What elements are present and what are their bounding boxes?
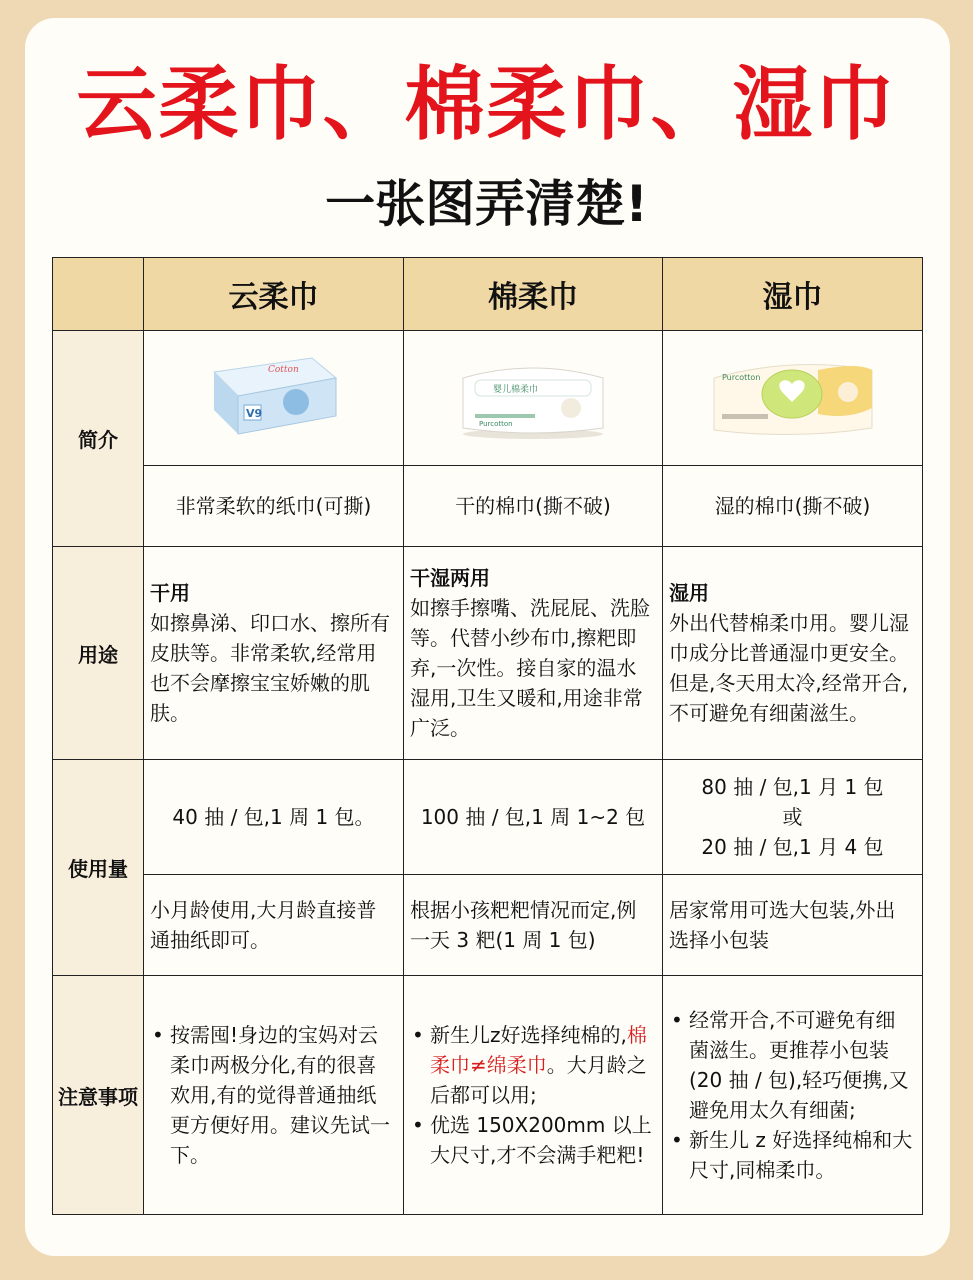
svg-text:婴儿棉柔巾: 婴儿棉柔巾 [493,385,539,395]
table-row-amount-note [53,875,923,976]
usage-mianrou-text: 如擦手擦嘴、洗屁屁、洗脸等。代替小纱布巾,擦粑即弃,一次性。接自家的温水湿用,卫生又暖和,用途非常广泛。 [410,596,650,740]
comparison-table [52,257,923,1215]
column-header-yunrou: 云柔巾 [144,258,404,331]
amount-mianrou: 100 抽 / 包,1 周 1~2 包 [404,760,663,875]
amount-shijin-or: 或 [782,805,803,829]
note-mianrou-1-part-b: 。大月龄之后都可以用; [430,1053,647,1107]
table-row-notes [53,976,923,1215]
mianrou-pack-image [453,350,613,442]
usage-shijin-head: 湿用 [669,581,709,605]
amount-shijin-option-1: 80 抽 / 包,1 月 1 包 [701,775,884,799]
note-mianrou-1-part-a: 新生儿z好选择纯棉的, [430,1023,627,1047]
table-row-usage [53,547,923,760]
usage-shijin-text: 外出代替棉柔巾用。婴儿湿巾成分比普通湿巾更安全。但是,冬天用太冷,经常开合,不可避免有细菌滋生。 [669,611,909,725]
row-label-amount: 使用量 [53,760,144,976]
table-row-intro-text [53,466,923,547]
amount-yunrou: 40 抽 / 包,1 周 1 包。 [144,760,404,875]
notes-yunrou [144,976,404,1215]
note-mianrou-2: • 优选 150X200mm 以上大尺寸,才不会满手粑粑! [430,1110,654,1170]
svg-text:V9: V9 [245,407,262,420]
notes-shijin [663,976,923,1215]
usage-mianrou [404,547,663,760]
row-label-intro: 简介 [53,331,144,547]
notes-mianrou [404,976,663,1215]
intro-yunrou: 非常柔软的纸巾(可撕) [144,466,404,547]
product-image-mianrou [404,331,663,466]
amount-note-yunrou-text: 小月龄使用,大月龄直接普通抽纸即可。 [150,898,377,952]
svg-text:Purcotton: Purcotton [479,420,513,428]
usage-yunrou-text: 如擦鼻涕、印口水、擦所有皮肤等。非常柔软,经常用也不会摩擦宝宝娇嫩的肌肤。 [150,611,390,725]
usage-mianrou-head: 干湿两用 [410,566,490,590]
product-image-yunrou [144,331,404,466]
svg-text:Purcotton: Purcotton [721,373,760,382]
note-mianrou-1 [430,1020,654,1110]
amount-shijin [663,760,923,875]
note-shijin-1: • 经常开合,不可避免有细菌滋生。更推荐小包装(20 抽 / 包),轻巧便携,又避免用太久有细菌; [689,1005,914,1125]
amount-note-yunrou [144,875,404,976]
amount-note-mianrou-text: 根据小孩粑粑情况而定,例一天 3 粑(1 周 1 包) [410,898,637,952]
amount-note-shijin [663,875,923,976]
page-title: 云柔巾、棉柔巾、湿巾 [76,58,897,151]
note-yunrou-1: • 按需囤!身边的宝妈对云柔巾两极分化,有的很喜欢用,有的觉得普通抽纸更方便好用。建议先试一下。 [170,1020,395,1170]
usage-yunrou [144,547,404,760]
usage-yunrou-head: 干用 [150,581,190,605]
amount-note-mianrou [404,875,663,976]
shijin-pack-image [708,348,878,444]
intro-shijin: 湿的棉巾(撕不破) [663,466,923,547]
amount-note-shijin-text: 居家常用可选大包装,外出选择小包装 [669,898,896,952]
column-header-shijin: 湿巾 [663,258,923,331]
note-mianrou-1-highlight: 棉柔巾≠绵柔巾 [430,1023,647,1077]
table-header-row [53,258,923,331]
table-row-intro-images [53,331,923,466]
amount-shijin-option-2: 20 抽 / 包,1 月 4 包 [701,835,884,859]
product-image-shijin [663,331,923,466]
page-subtitle: 一张图弄清楚! [325,175,648,233]
yunrou-box-image [204,350,344,442]
note-shijin-2: • 新生儿 z 好选择纯棉和大尺寸,同棉柔巾。 [689,1125,914,1185]
table-row-amount [53,760,923,875]
column-header-mianrou: 棉柔巾 [404,258,663,331]
row-label-notes: 注意事项 [53,976,144,1215]
svg-text:Cotton: Cotton [267,365,299,375]
header-corner [53,258,144,331]
row-label-usage: 用途 [53,547,144,760]
intro-mianrou: 干的棉巾(撕不破) [404,466,663,547]
usage-shijin [663,547,923,760]
